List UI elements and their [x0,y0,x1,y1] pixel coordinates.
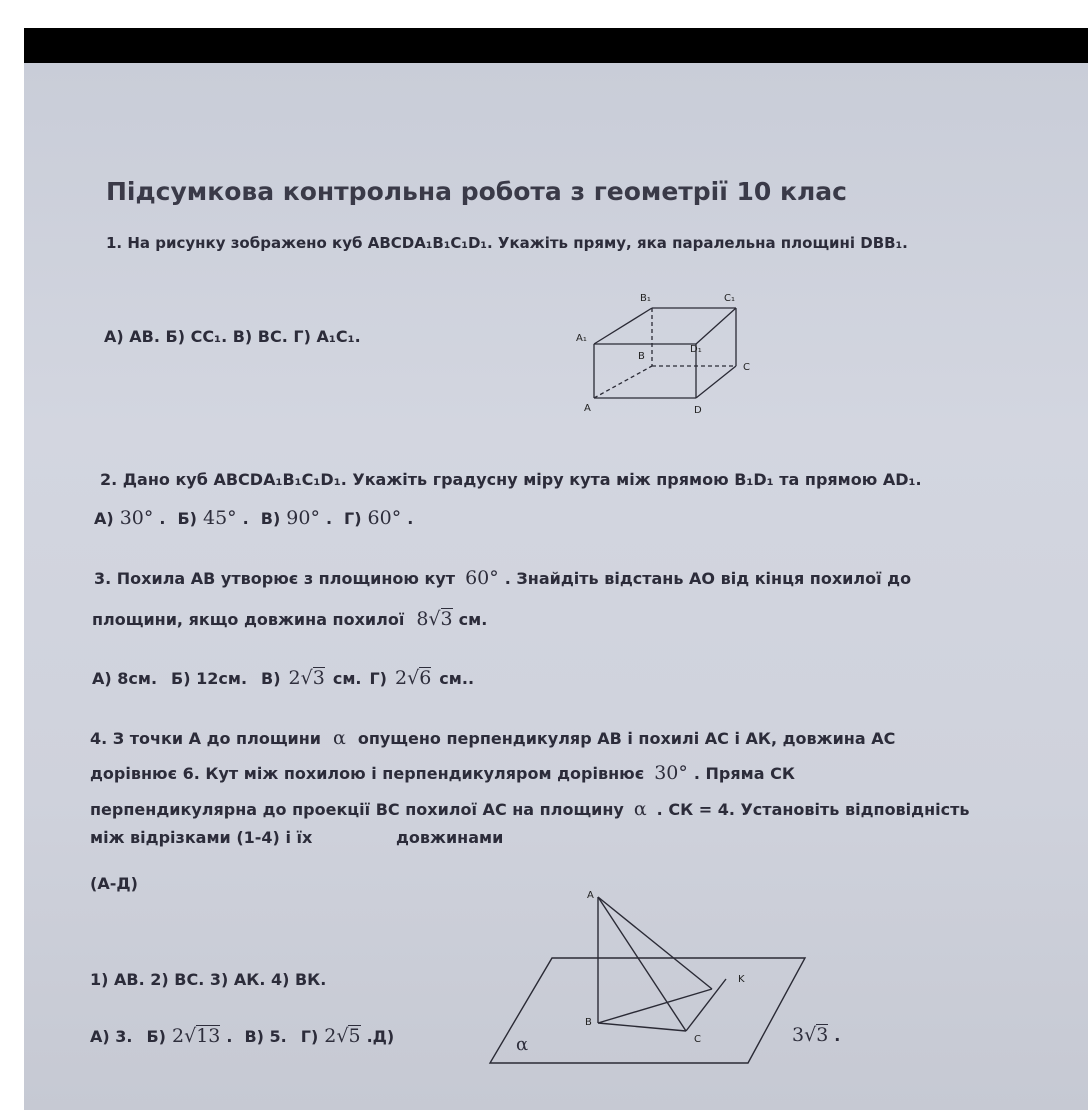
q4-ans-d-coef: 2 [324,1025,337,1047]
q3-opt-c-value: 2√3 [288,667,325,689]
q3-opt-d-radicand: 6 [419,667,432,689]
q4-line5: (А-Д) [90,874,138,893]
q4-ans-c: В) 5. [244,1027,287,1046]
cube-label-C: C [743,362,750,373]
q3-opt-c-coef: 2 [288,667,301,689]
q4-ans-d-value: 2√5 [324,1025,361,1047]
edge-A-B-hidden [594,366,652,398]
segment-BK [598,989,712,1023]
plane-label-K: K [738,974,745,985]
page-title: Підсумкова контрольна робота з геометрії 10 клас [106,177,847,206]
q4-ans-b-value: 2√13 [172,1025,221,1047]
plane-label-B: B [585,1017,592,1028]
q2-text: 2. Дано куб ABCDA₁B₁C₁D₁. Укажіть градусну міру кута між прямою B₁D₁ та прямою AD₁. [100,470,922,489]
q4-segments: 1) АВ. 2) ВС. 3) АК. 4) ВК. [90,970,327,989]
q2-opt-a-value: 30° [119,507,154,529]
q2-opt-b-label: Б) [177,509,197,528]
segment-BC [598,1023,686,1031]
q4-ans-e-value: 3√3 [792,1024,829,1046]
q3-length-radicand: 3 [440,608,453,630]
plane-label-alpha: α [516,1034,529,1055]
q4-ans-d-radicand: 5 [348,1025,361,1047]
q4-line3-end: . СК = 4. Установіть відповідність [656,800,970,819]
q3-opt-c-radicand: 3 [312,667,325,689]
q3-line2-start: площини, якщо довжина похилої [92,610,405,629]
q2-opt-d-label: Г) [344,509,362,528]
q1-text: 1. На рисунку зображено куб ABCDA₁B₁C₁D₁. Укажіть пряму, яка паралельна площині DBB₁. [106,234,908,252]
q4-line1-end: опущено перпендикуляр АВ і похилі АС і АК, довжина АС [357,729,896,748]
q4-ans-e-radicand: 3 [816,1024,829,1046]
q4-ans-b-coef: 2 [172,1025,185,1047]
black-header-bar [24,28,1088,63]
q3-line1 [94,567,911,589]
top-margin [0,0,1088,28]
q3-opt-b: Б) 12см. [171,669,248,688]
q2-opt-c-value: 90° [286,507,320,529]
q4-ans-b-label: Б) [146,1027,166,1046]
cube-label-D1: D₁ [690,344,702,355]
cube-label-B: B [638,351,645,362]
plane-label-C: C [694,1034,701,1045]
q3-line1-end: . Знайдіть відстань АО від кінця похилої до [504,569,912,588]
q4-line1-start: 4. З точки А до площини [90,729,321,748]
q3-opt-c-label: В) [261,669,281,688]
q3-opt-d-label: Г) [369,669,387,688]
q2-opt-d-value: 60° [367,507,402,529]
cube-label-D: D [694,405,702,416]
segment-CK [686,979,726,1031]
q3-opt-d-coef: 2 [395,667,408,689]
q4-line3 [90,798,970,820]
q4-ans-b-radicand: 13 [196,1025,221,1047]
q4-ans-a: А) 3. [90,1027,133,1046]
edge-C-D [696,366,736,398]
q4-ans-e: 3√3 . [792,1024,841,1046]
q3-angle: 60° [465,567,499,589]
q2-opt-c-label: В) [260,509,281,528]
q3-length: 8√3 [416,608,453,630]
q3-opt-c-unit: см. [332,669,362,688]
q3-line2 [92,608,487,630]
q4-line4-a: між відрізками (1-4) і їх [90,828,313,847]
q3-opt-d-unit: см.. [439,669,475,688]
edge-C1-D1 [696,308,736,344]
q4-ans-d-label: Г) [300,1027,319,1046]
q4-line2-start: дорівнює 6. Кут між похилою і перпендикуляром дорівнює [90,764,645,783]
q3-unit: см. [458,610,488,629]
q3-options [92,667,474,689]
q3-line1-start: 3. Похила АВ утворює з площиною кут [94,569,456,588]
q4-alpha-1: α [332,727,346,749]
cube-label-A1: A₁ [576,333,587,344]
q2-opt-a-label: А) [94,509,114,528]
cube-label-A: A [584,403,591,414]
q3-opt-a: А) 8см. [92,669,158,688]
q4-line2-end: . Пряма СК [693,764,795,783]
q4-line4-b: довжинами [396,828,504,847]
q4-line3-start: перпендикулярна до проекції ВС похилої АС на площину [90,800,624,819]
q4-answers: А) 3. Б) 2√13 . В) 5. Г) 2√5 .Д) [90,1025,395,1047]
segment-AK [598,897,712,989]
plane-figure [480,885,820,1070]
q4-alpha-2: α [633,798,647,820]
q4-line2 [90,762,795,784]
segment-AC [598,897,686,1031]
plane-alpha [490,958,805,1063]
cube-label-C1: C₁ [724,293,735,304]
cube-label-B1: B₁ [640,293,651,304]
q4-line1 [90,727,895,749]
q4-angle: 30° [654,762,688,784]
q1-answers: А) АВ. Б) CC₁. В) BC. Г) A₁C₁. [104,327,361,346]
plane-label-A: A [587,890,594,901]
q3-length-coef: 8 [416,608,429,630]
q2-opt-b-value: 45° [202,507,237,529]
q4-ans-e-coef: 3 [792,1024,805,1046]
q3-opt-d-value: 2√6 [395,667,432,689]
q2-options: А) 30° . Б) 45° . В) 90° . Г) 60° . [94,507,414,529]
q4-ans-e-label: .Д) [366,1027,395,1046]
edge-A1-B1 [594,308,652,344]
cube-figure [560,288,780,428]
